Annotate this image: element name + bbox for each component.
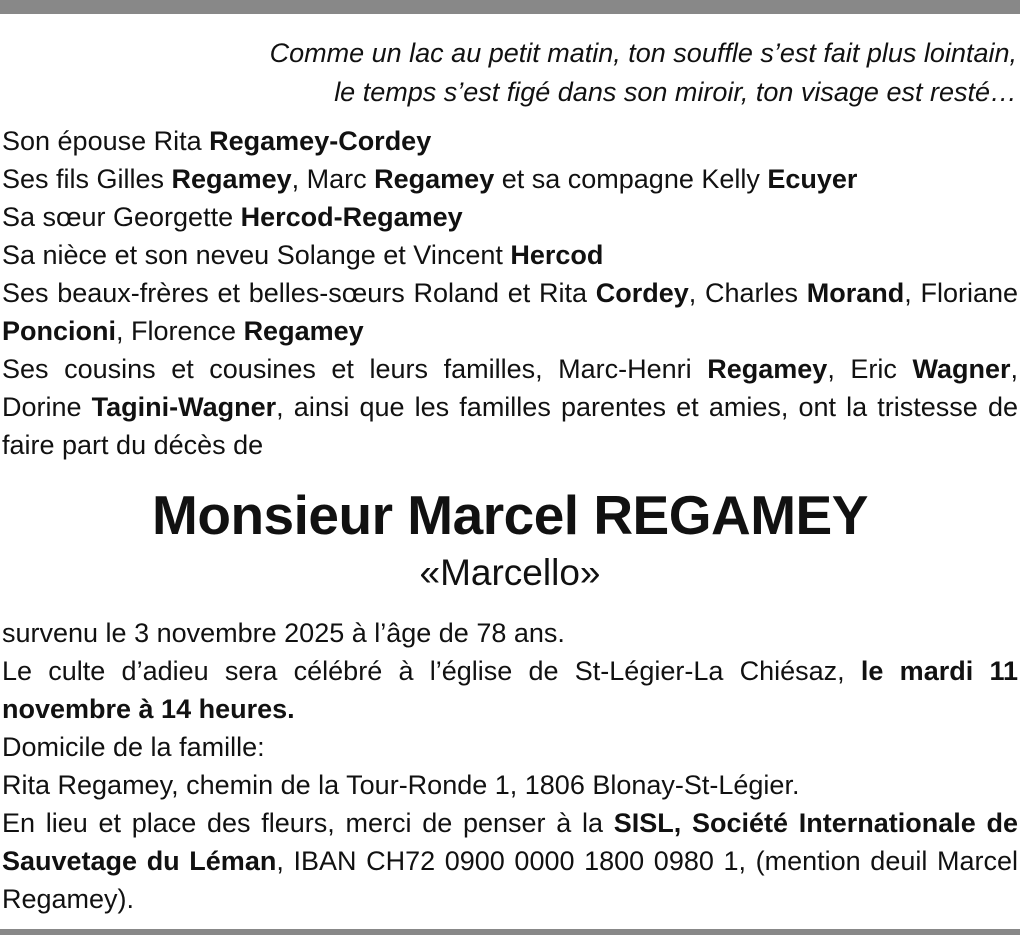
text: , IBAN CH72 0900 0000 1800 0980 1, (mention deuil Marcel Regamey). (2, 846, 1018, 914)
deceased-nickname: «Marcello» (419, 552, 601, 593)
text: , Dorine (2, 354, 1018, 422)
text: Ses fils Gilles (2, 164, 172, 194)
text: Sa sœur Georgette (2, 202, 241, 232)
text: Son épouse Rita (2, 126, 210, 156)
death-date: survenu le 3 novembre 2025 à l’âge de 78 ans. (2, 618, 565, 648)
family-line-spouse (2, 122, 1018, 160)
surname: Wagner (912, 354, 1011, 384)
text: En lieu et place des fleurs, merci de penser à la (2, 808, 614, 838)
domicile-label: Domicile de la famille: (2, 732, 265, 762)
family-line-in-laws (2, 274, 1018, 350)
text: Ses beaux-frères et belles-sœurs Roland et Rita (2, 278, 596, 308)
top-rule (0, 0, 1020, 14)
surname: Regamey (243, 316, 364, 346)
text: , ainsi que les familles parentes et amies, ont la tristesse de faire part du décès de (2, 392, 1018, 460)
charity-name: SISL, Société Internationale de Sauvetage du Léman (2, 808, 1018, 876)
surname: Poncioni (2, 316, 116, 346)
service-info (2, 652, 1018, 728)
deceased-name: Monsieur Marcel REGAMEY (152, 484, 868, 546)
family-announcement (2, 122, 1018, 464)
text: , Floriane (904, 278, 1018, 308)
surname: Regamey-Cordey (209, 126, 432, 156)
surname: Hercod-Regamey (240, 202, 463, 232)
family-line-sister (2, 198, 1018, 236)
surname: Morand (806, 278, 905, 308)
surname: Regamey (374, 164, 495, 194)
family-line-niece-nephew (2, 236, 1018, 274)
text: Ses cousins et cousines et leurs familles, Marc-Henri (2, 354, 708, 384)
surname: Hercod (510, 240, 604, 270)
text: , Marc (291, 164, 375, 194)
text: Sa nièce et son neveu Solange et Vincent (2, 240, 511, 270)
surname: Cordey (595, 278, 689, 308)
surname: Ecuyer (767, 164, 858, 194)
family-line-sons (2, 160, 1018, 198)
funeral-details (2, 614, 1018, 918)
text: , Eric (827, 354, 913, 384)
surname: Regamey (171, 164, 292, 194)
family-address: Rita Regamey, chemin de la Tour-Ronde 1, 1806 Blonay-St-Légier. (2, 770, 800, 800)
poem-line: Comme un lac au petit matin, ton souffle s’est fait plus lointain, (269, 38, 1017, 68)
poem-line: le temps s’est figé dans son miroir, ton visage est resté… (334, 77, 1017, 107)
surname: Regamey (707, 354, 828, 384)
epigraph-poem (17, 34, 1017, 112)
family-line-cousins (2, 350, 1018, 464)
text: , Charles (688, 278, 807, 308)
text: , Florence (116, 316, 244, 346)
service-date: le mardi 11 novembre à 14 heures. (2, 656, 1019, 724)
bottom-rule (0, 929, 1020, 935)
surname: Tagini-Wagner (91, 392, 277, 422)
text: Le culte d’adieu sera célébré à l’église de St-Légier-La Chiésaz, (2, 656, 861, 686)
donation-info (2, 804, 1018, 918)
text: et sa compagne Kelly (494, 164, 768, 194)
